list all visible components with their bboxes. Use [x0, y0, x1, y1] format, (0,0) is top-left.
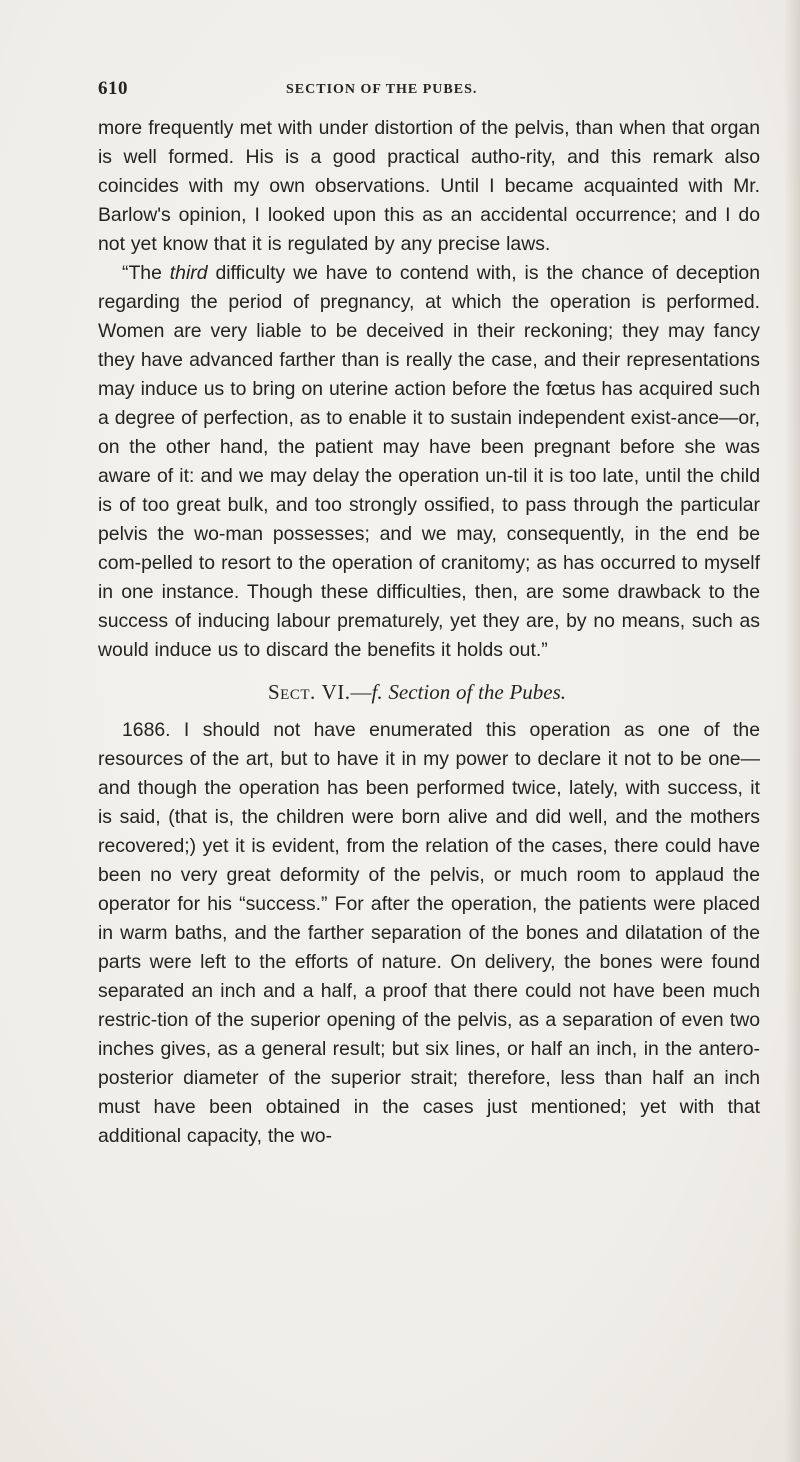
section-heading [98, 678, 760, 706]
paragraph-rest-text: difficulty we have to contend with, is the chance of deception regarding the period of pregnancy, at which the operation is performed. Women are very liable to be deceived in their reckoning; they may fancy they have advanced farther than is really the case, and their representations may induce us to bring on uterine action before the fœtus has acquired such a degree of perfection, as to enable it to sustain independent exist-ance—or, on the other hand, the patient may have been pregnant before she was aware of it: and we may delay the operation un-til it is too late, until the child is of too great bulk, and too strongly ossified, to pass through the particular pelvis the wo-man possesses; and we may, consequently, in the end be com-pelled to resort to the operation of cranitomy; as has occurred to myself in one instance. Though these difficulties, then, are some drawback to the success of inducing labour prematurely, yet they are, by no means, such as would induce us to discard the benefits it holds out.” [98, 262, 760, 661]
page-number: 610 [98, 78, 128, 99]
page-header [98, 78, 758, 102]
section-title: Section of the Pubes. [388, 680, 567, 704]
section-letter: f. [371, 680, 383, 704]
paragraph-continued: more frequently met with under distortion of the pelvis, than when that organ is well formed. His is a good practical autho-rity, and this remark also coincides with my own observations. Until I became acquainted with Mr. Barlow's opinion, I looked upon this as an accidental occurrence; and I do not yet know that it is regulated by any precise laws. [98, 117, 760, 255]
paragraph-third-difficulty [98, 259, 760, 665]
section-label: Sect. VI. [268, 680, 351, 704]
section-dash: — [350, 680, 372, 704]
paragraph-open-text: “The [122, 262, 170, 284]
paragraph-1686: 1686. I should not have enumerated this operation as one of the resources of the art, but to have it in my power to declare it not to be one—and though the operation has been performed twice, lately, with success, it is said, (that is, the children were born alive and did well, and the mothers recovered;) yet it is evident, from the relation of the cases, there could have been no very great deformity of the pelvis, or much room to applaud the operator for his “success.” For after the operation, the patients were placed in warm baths, and the farther separation of the bones and dilatation of the parts were left to the efforts of nature. On delivery, the bones were found separated an inch and a half, a proof that there could not have been much restric-tion of the superior opening of the pelvis, as a separation of even two inches gives, as a general result; but six lines, or half an inch, in the antero-posterior diameter of the superior strait; therefore, less than half an inch must have been obtained in the cases just mentioned; yet with that additional capacity, the wo- [98, 719, 760, 1147]
page-edge-shadow [784, 0, 800, 1462]
italic-word-third: third [169, 262, 208, 284]
running-head: SECTION OF THE PUBES. [286, 82, 478, 97]
body-text [98, 114, 760, 1151]
